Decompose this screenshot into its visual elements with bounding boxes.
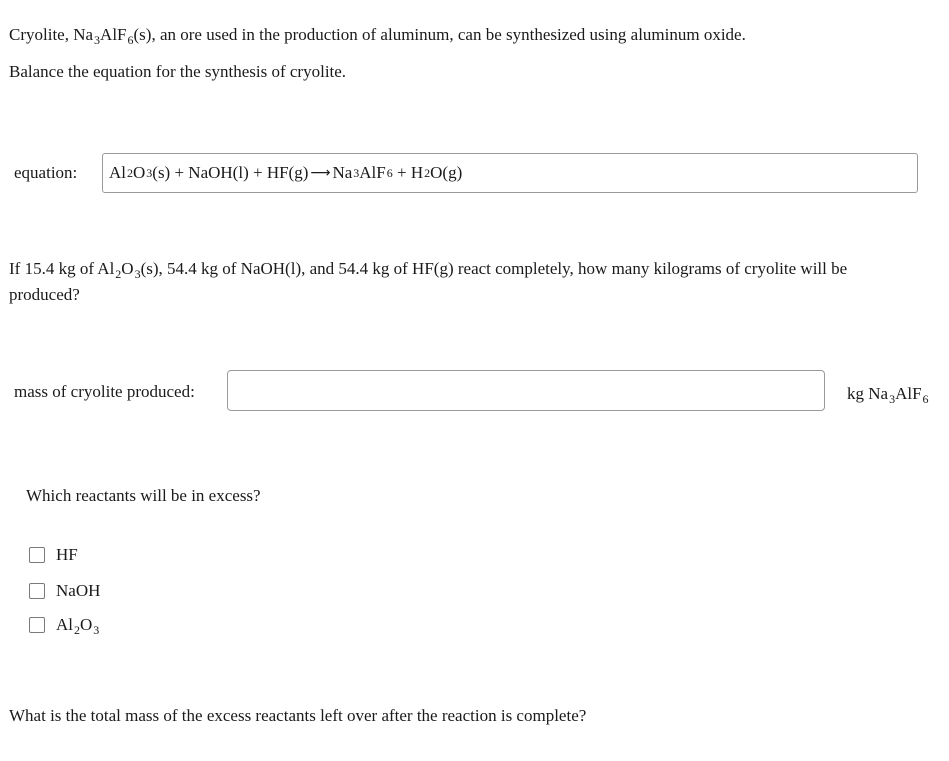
excess-question: Which reactants will be in excess?: [26, 486, 261, 505]
equation-input[interactable]: Al 2 O 3 (s) + NaOH(l) + HF(g) ⟶ Na 3 AlF 6 + H 2 O(g): [102, 153, 918, 193]
choice-al2o3[interactable]: [29, 615, 99, 635]
question-text: If 15.4 kg of $Al_2O_3(s)$, 54.4 kg of NaOH(l), and 54.4 kg of HF(g) react completely, how many kilograms of cryolite will be produced?: [9, 259, 848, 304]
choice-al2o3-label: $Al_2O_3$: [56, 615, 100, 637]
mass-unit: kg $Na_3AlF_6$: [847, 384, 929, 406]
checkbox-naoh[interactable]: [29, 583, 45, 599]
mass-input[interactable]: [227, 370, 825, 411]
equation-label: equation:: [14, 163, 78, 182]
intro-text: Cryolite, $Na_3AlF_6(s)$, an ore used in the production of aluminum, can be synthesized using aluminum oxide.: [9, 25, 746, 47]
choice-naoh-label: NaOH: [56, 581, 101, 600]
reaction-arrow-icon: ⟶: [310, 165, 331, 181]
checkbox-al2o3[interactable]: [29, 617, 45, 633]
leftover-question: What is the total mass of the excess reactants left over after the reaction is complete?: [9, 706, 587, 725]
choice-hf[interactable]: [29, 545, 78, 565]
choice-naoh[interactable]: [29, 581, 100, 601]
mass-label: mass of cryolite produced:: [14, 382, 195, 401]
instruction-text: Balance the equation for the synthesis of cryolite.: [9, 62, 347, 81]
choice-hf-label: HF: [56, 545, 78, 564]
checkbox-hf[interactable]: [29, 547, 45, 563]
